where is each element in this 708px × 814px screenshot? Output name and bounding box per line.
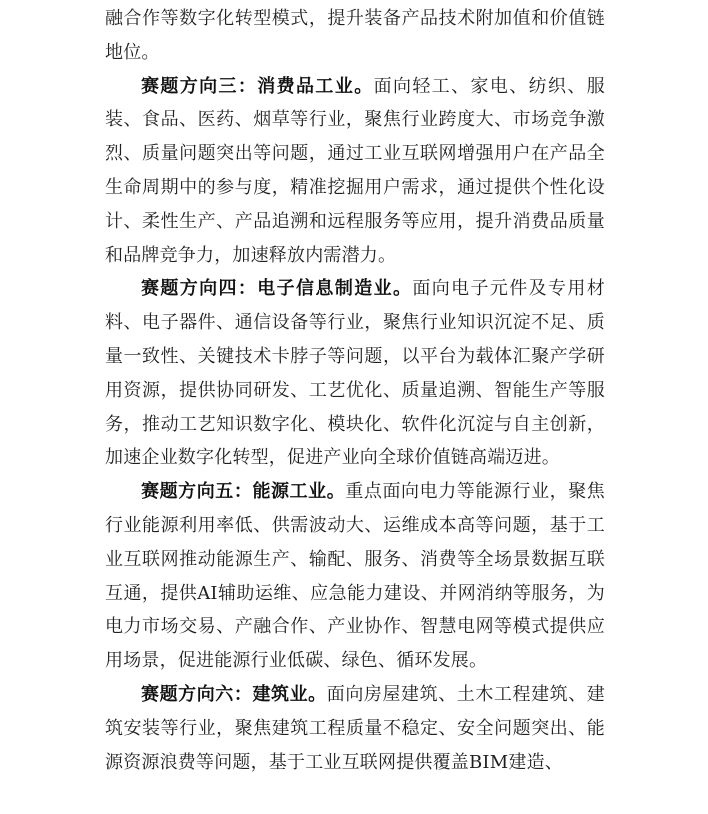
paragraph-electronics [105,272,605,475]
paragraph-construction [105,678,605,779]
paragraph-consumer-goods [105,70,605,273]
paragraph-body: 融合作等数字化转型模式，提升装备产品技术附加值和价值链地位。 [105,8,605,63]
paragraph-heading: 赛题方向三：消费品工业。 [141,75,374,97]
document-body [105,2,605,779]
paragraph-body: 面向轻工、家电、纺织、服装、食品、医药、烟草等行业，聚焦行业跨度大、市场竞争激烈、质量问题突出等问题，通过工业互联网增强用户在产品全生命周期中的参与度，精准挖掘用户需求，通过提供个性化设计、柔性生产、产品追溯和远程服务等应用，提升消费品质量和品牌竞争力，加速释放内需潜力。 [105,75,605,266]
paragraph-body: 重点面向电力等能源行业，聚焦行业能源利用率低、供需波动大、运维成本高等问题，基于工业互联网推动能源生产、输配、服务、消费等全场景数据互联互通，提供AI辅助运维、应急能力建设、并网消纳等服务，为电力市场交易、产融合作、产业协作、智慧电网等模式提供应用场景，促进能源行业低碳、绿色、循环发展。 [105,481,605,672]
paragraph-continuation [105,2,605,70]
paragraph-body: 面向房屋建筑、土木工程建筑、建筑安装等行业，聚焦建筑工程质量不稳定、安全问题突出、能源资源浪费等问题，基于工业互联网提供覆盖BIM建造、 [105,683,605,773]
paragraph-heading: 赛题方向四：电子信息制造业。 [141,278,413,300]
paragraph-body: 面向电子元件及专用材料、电子器件、通信设备等行业，聚焦行业知识沉淀不足、质量一致性、关键技术卡脖子等问题，以平台为载体汇聚产学研用资源，提供协同研发、工艺优化、质量追溯、智能生产等服务，推动工艺知识数字化、模块化、软件化沉淀与自主创新，加速企业数字化转型，促进产业向全球价值链高端迈进。 [105,278,605,469]
paragraph-heading: 赛题方向六：建筑业。 [141,683,327,705]
paragraph-heading: 赛题方向五：能源工业。 [141,481,346,503]
paragraph-energy [105,475,605,678]
